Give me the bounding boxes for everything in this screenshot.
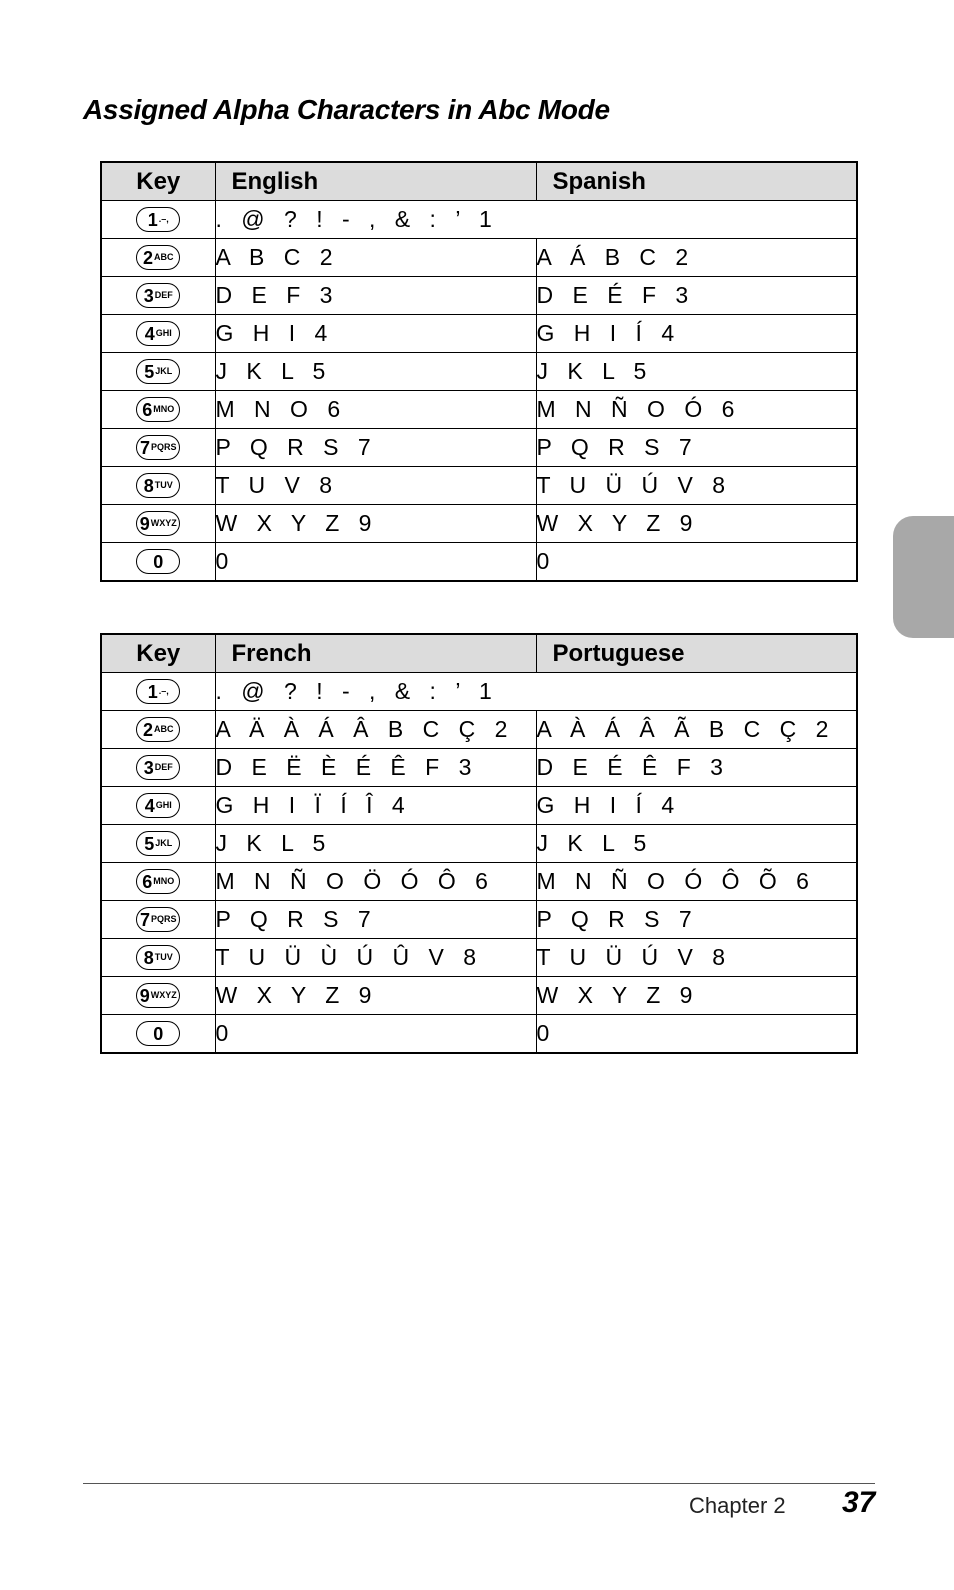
key-digit: 8 (143, 947, 154, 968)
key-cell (101, 505, 215, 543)
characters-cell: A Á B C 2 (536, 239, 857, 277)
key-digit: 1 (147, 209, 158, 230)
keypad-key-1-icon (136, 207, 180, 232)
characters-cell: D E F 3 (215, 277, 536, 315)
key-letters: TUV (154, 480, 173, 490)
key-digit: 9 (139, 513, 150, 534)
characters-cell: G H I Í 4 (536, 315, 857, 353)
characters-cell: . @ ? ! - , & : ’ 1 (215, 673, 857, 711)
footer-chapter-label: Chapter 2 (689, 1493, 786, 1518)
keypad-key-4-icon (136, 321, 180, 346)
table-row (101, 315, 857, 353)
characters-cell: P Q R S 7 (536, 429, 857, 467)
table-row (101, 543, 857, 582)
key-cell (101, 825, 215, 863)
keypad-key-4-icon (136, 793, 180, 818)
table-row (101, 429, 857, 467)
keypad-key-3-icon (136, 755, 180, 780)
keypad-key-5-icon (136, 359, 180, 384)
characters-cell: A Ä À Á Â B C Ç 2 (215, 711, 536, 749)
key-letters: ABC (154, 724, 174, 734)
table-row (101, 863, 857, 901)
keypad-key-6-icon (136, 397, 180, 422)
key-digit: 7 (139, 437, 150, 458)
characters-cell: A À Á Â Ã B C Ç 2 (536, 711, 857, 749)
key-cell (101, 787, 215, 825)
keypad-key-9-icon (136, 511, 180, 536)
characters-cell: W X Y Z 9 (215, 505, 536, 543)
key-cell (101, 467, 215, 505)
keypad-key-6-icon (136, 869, 180, 894)
keypad-key-7-icon (136, 435, 180, 460)
characters-cell: D E É F 3 (536, 277, 857, 315)
key-cell (101, 977, 215, 1015)
key-letters: MNO (153, 404, 175, 414)
characters-cell: G H I 4 (215, 315, 536, 353)
key-digit: 5 (144, 361, 155, 382)
characters-cell: M N Ñ O Ó Ô Õ 6 (536, 863, 857, 901)
characters-cell: M N Ñ O Ó 6 (536, 391, 857, 429)
characters-cell: T U Ü Ú V 8 (536, 467, 857, 505)
table-row (101, 467, 857, 505)
table-row (101, 977, 857, 1015)
characters-cell: W X Y Z 9 (536, 977, 857, 1015)
key-letters: GHI (155, 800, 172, 810)
table-row (101, 673, 857, 711)
key-cell (101, 277, 215, 315)
table-row (101, 277, 857, 315)
key-digit: 4 (144, 795, 155, 816)
table-row (101, 939, 857, 977)
key-letters: PQRS (151, 914, 177, 924)
characters-cell: P Q R S 7 (536, 901, 857, 939)
key-cell (101, 315, 215, 353)
keypad-key-0-icon (136, 1021, 180, 1046)
characters-cell: 0 (536, 1015, 857, 1054)
key-digit: 0 (153, 551, 164, 572)
keypad-key-5-icon (136, 831, 180, 856)
table-row (101, 749, 857, 787)
key-cell (101, 543, 215, 582)
characters-cell: J K L 5 (536, 353, 857, 391)
characters-cell: J K L 5 (215, 353, 536, 391)
english-spanish-table (100, 161, 858, 582)
keypad-key-9-icon (136, 983, 180, 1008)
french-portuguese-table (100, 633, 858, 1054)
key-digit: 6 (142, 399, 153, 420)
key-digit: 9 (139, 985, 150, 1006)
footer-page-number: 37 (842, 1486, 876, 1519)
characters-cell: T U Ü Ù Ú Û V 8 (215, 939, 536, 977)
key-digit: 2 (142, 719, 153, 740)
key-cell (101, 711, 215, 749)
characters-cell: G H I Í 4 (536, 787, 857, 825)
characters-cell: 0 (215, 1015, 536, 1054)
keypad-key-0-icon (136, 549, 180, 574)
characters-cell: . @ ? ! - , & : ’ 1 (215, 201, 857, 239)
keypad-key-2-icon (136, 717, 180, 742)
portuguese-column-header: Portuguese (536, 634, 857, 673)
key-cell (101, 1015, 215, 1054)
characters-cell: T U V 8 (215, 467, 536, 505)
key-letters: PQRS (151, 442, 177, 452)
characters-cell: T U Ü Ú V 8 (536, 939, 857, 977)
characters-cell: 0 (536, 543, 857, 582)
table-row (101, 825, 857, 863)
key-cell (101, 353, 215, 391)
key-letters: DEF (154, 762, 173, 772)
characters-cell: W X Y Z 9 (536, 505, 857, 543)
characters-cell: A B C 2 (215, 239, 536, 277)
characters-cell: W X Y Z 9 (215, 977, 536, 1015)
key-digit: 7 (139, 909, 150, 930)
table-row (101, 239, 857, 277)
keypad-key-8-icon (136, 473, 180, 498)
characters-cell: J K L 5 (215, 825, 536, 863)
key-cell (101, 749, 215, 787)
key-digit: 6 (142, 871, 153, 892)
key-cell (101, 901, 215, 939)
key-cell (101, 673, 215, 711)
table-row (101, 787, 857, 825)
chapter-side-tab (893, 516, 954, 638)
keypad-key-7-icon (136, 907, 180, 932)
key-digit: 4 (144, 323, 155, 344)
key-letters: ABC (154, 252, 174, 262)
table-row (101, 201, 857, 239)
page-title: Assigned Alpha Characters in Abc Mode (83, 94, 610, 125)
keypad-key-8-icon (136, 945, 180, 970)
table-row (101, 353, 857, 391)
key-cell (101, 391, 215, 429)
table-row (101, 505, 857, 543)
key-digit: 0 (153, 1023, 164, 1044)
table-row (101, 901, 857, 939)
key-letters: TUV (154, 952, 173, 962)
key-digit: 2 (142, 247, 153, 268)
characters-cell: G H I Ï Í Î 4 (215, 787, 536, 825)
footer-divider (83, 1483, 875, 1484)
key-column-header: Key (101, 162, 215, 201)
characters-cell: D E É Ê F 3 (536, 749, 857, 787)
characters-cell: M N O 6 (215, 391, 536, 429)
keypad-key-2-icon (136, 245, 180, 270)
key-cell (101, 429, 215, 467)
key-cell (101, 239, 215, 277)
characters-cell: D E Ë È É Ê F 3 (215, 749, 536, 787)
table-row (101, 1015, 857, 1054)
key-cell (101, 201, 215, 239)
key-digit: 8 (143, 475, 154, 496)
key-letters: .–, (158, 214, 169, 224)
key-cell (101, 939, 215, 977)
key-column-header: Key (101, 634, 215, 673)
spanish-column-header: Spanish (536, 162, 857, 201)
key-letters: DEF (154, 290, 173, 300)
table-row (101, 391, 857, 429)
keypad-key-1-icon (136, 679, 180, 704)
french-column-header: French (215, 634, 536, 673)
characters-cell: P Q R S 7 (215, 429, 536, 467)
characters-cell: P Q R S 7 (215, 901, 536, 939)
key-letters: GHI (155, 328, 172, 338)
key-digit: 3 (143, 285, 154, 306)
key-letters: MNO (153, 876, 175, 886)
key-digit: 5 (144, 833, 155, 854)
key-letters: WXYZ (150, 518, 177, 528)
table-row (101, 711, 857, 749)
keypad-key-3-icon (136, 283, 180, 308)
key-digit: 3 (143, 757, 154, 778)
key-letters: WXYZ (150, 990, 177, 1000)
key-digit: 1 (147, 681, 158, 702)
table-header-row (101, 162, 857, 201)
characters-cell: M N Ñ O Ö Ó Ô 6 (215, 863, 536, 901)
key-cell (101, 863, 215, 901)
table-header-row (101, 634, 857, 673)
characters-cell: 0 (215, 543, 536, 582)
english-column-header: English (215, 162, 536, 201)
key-letters: JKL (155, 366, 173, 376)
key-letters: JKL (155, 838, 173, 848)
key-letters: .–, (158, 686, 169, 696)
characters-cell: J K L 5 (536, 825, 857, 863)
